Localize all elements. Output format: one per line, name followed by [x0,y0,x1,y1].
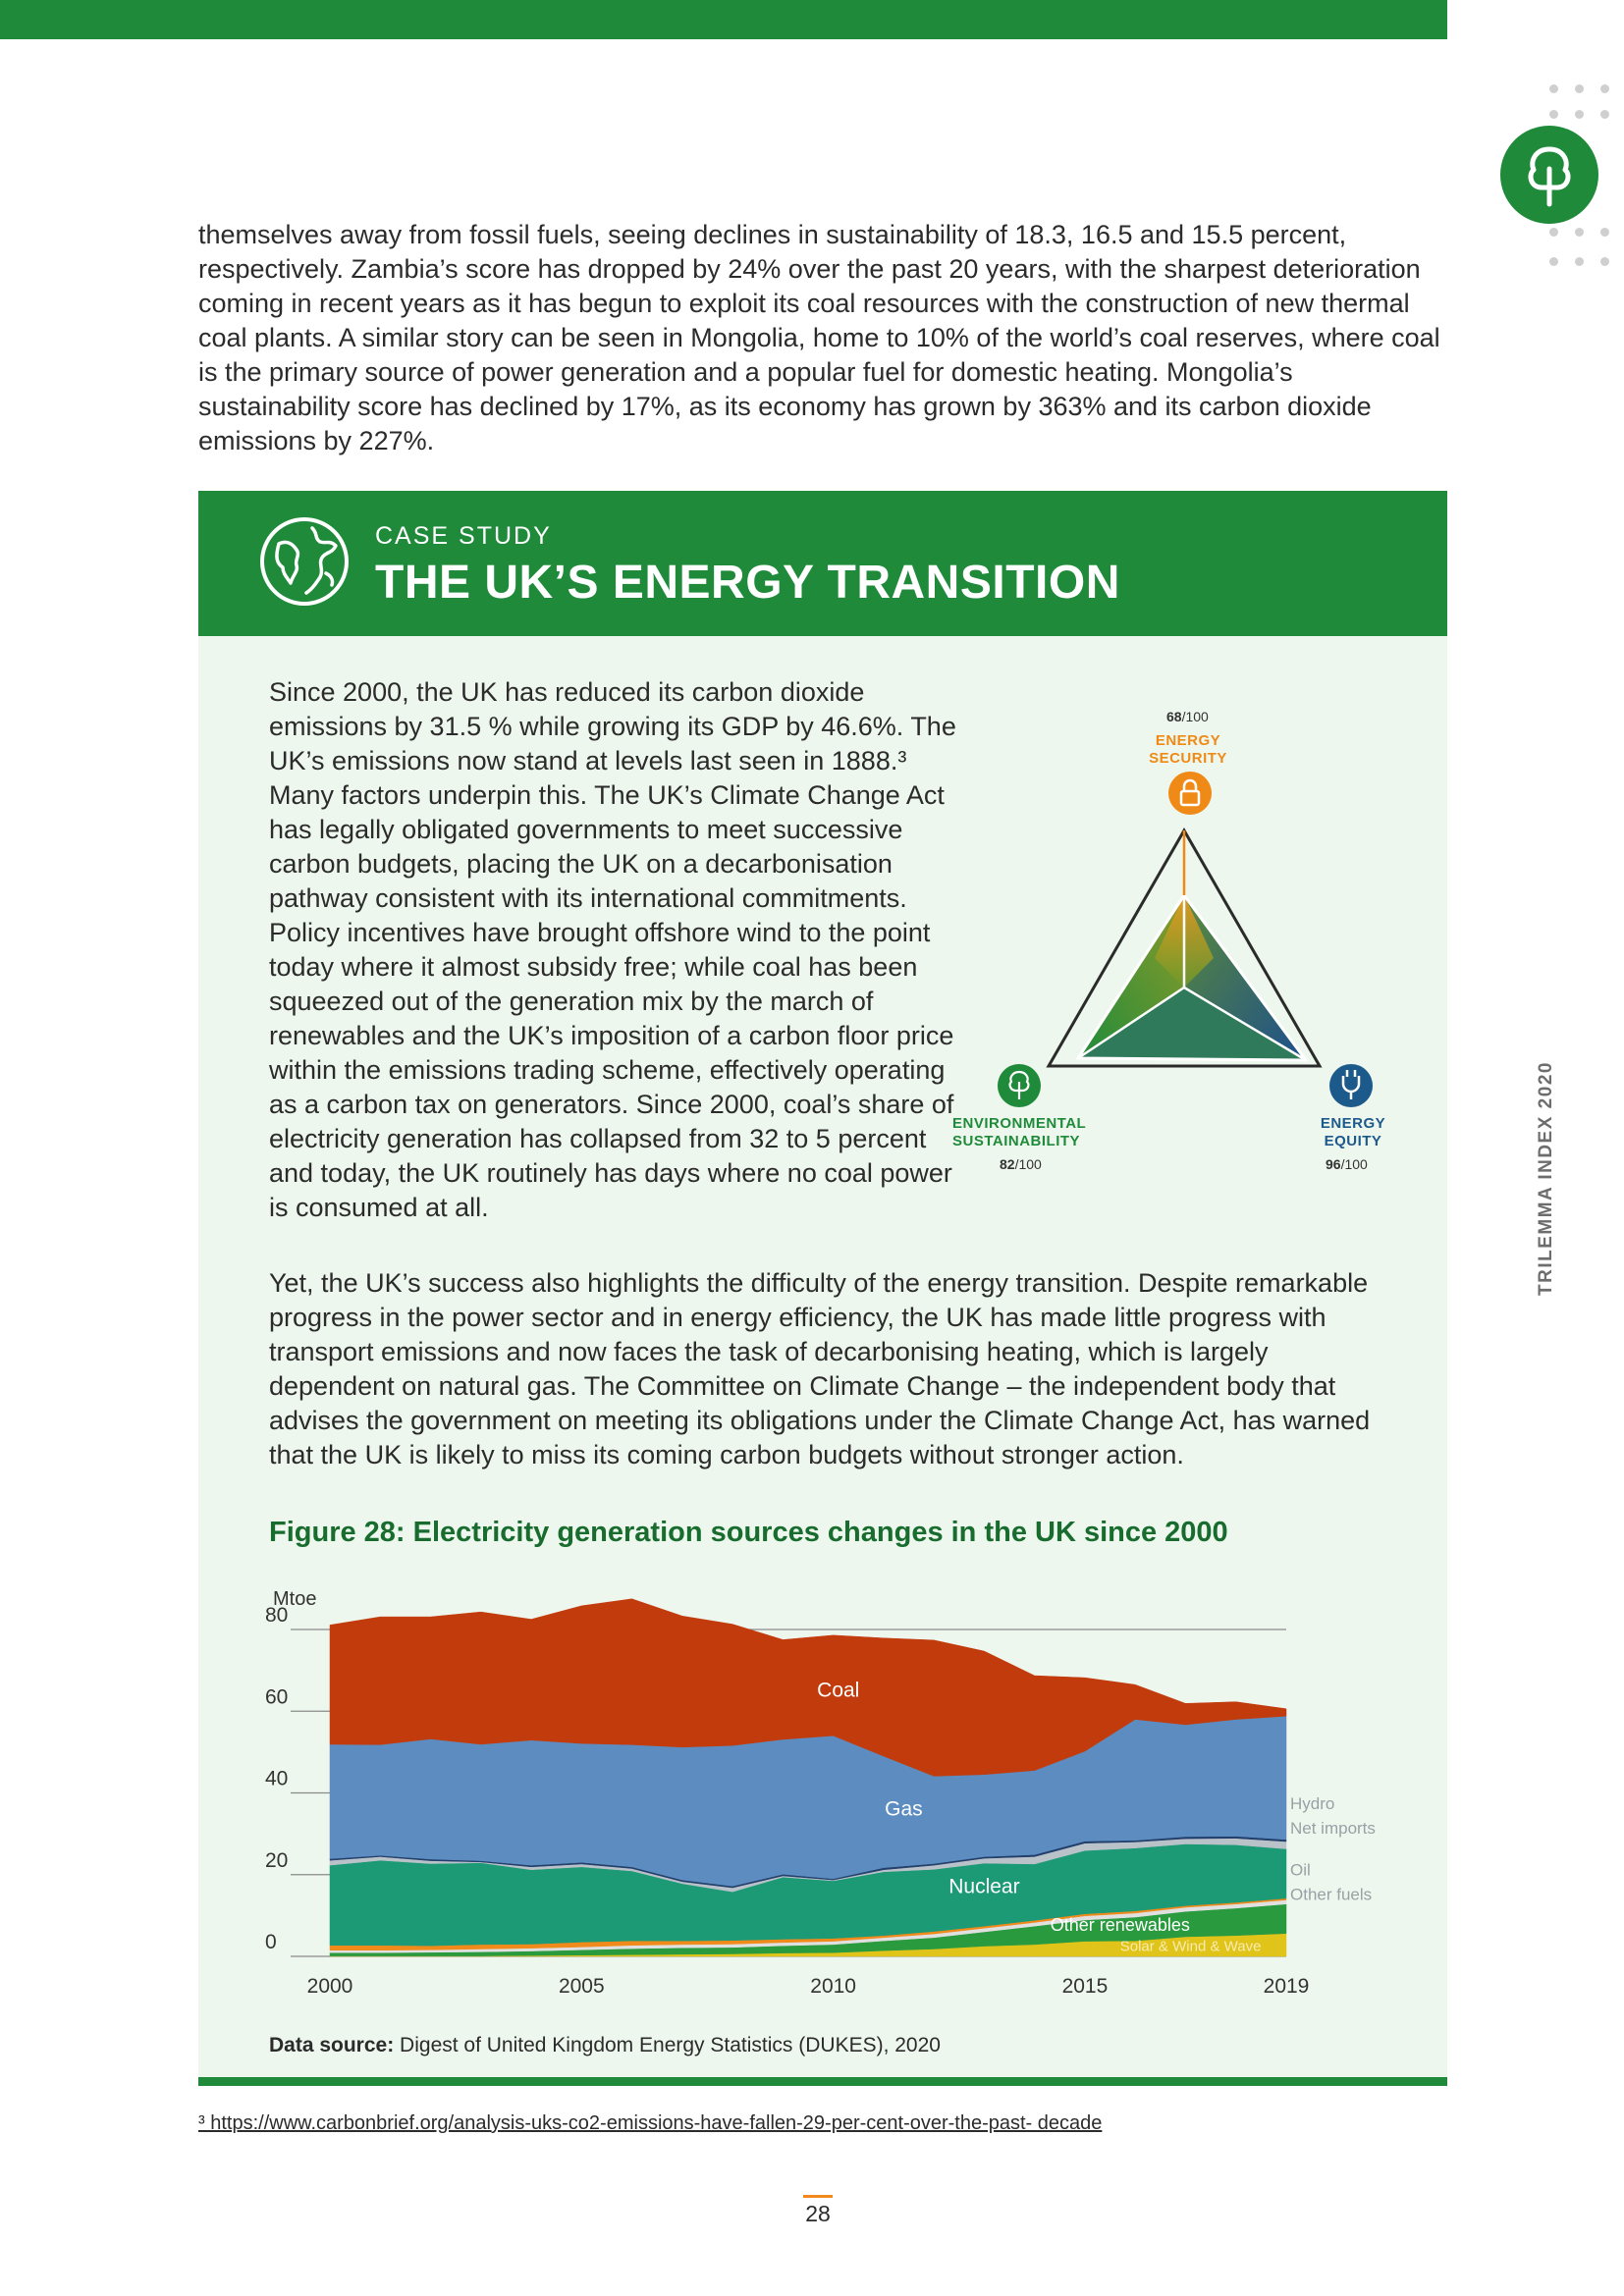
case-study-body-1: Since 2000, the UK has reduced its carbon dioxide emissions by 31.5 % while growing its GDP by 46.6%. The UK’s emissions now stand at levels last seen in 1888.³ Many factors underpin this. The UK’s Climate Change Act has legally obligated governments to meet successive carbon budgets, placing the UK on a decarbonisation pathway consistent with its international commitments. Policy incentives have brought offshore wind to the point today where it almost subsidy free; while coal has been squeezed out of the generation mix by the march of renewables and the UK’s imposition of a carbon floor price within the emissions trading scheme, effectively operating as a carbon tax on generators. Since 2000, coal’s share of electricity generation has collapsed from 32 to 5 percent and today, the UK routinely has days where no coal power is consumed at all. [269,677,956,1222]
label-hydro: Hydro [1290,1794,1335,1814]
trilemma-diagram [943,703,1404,1184]
x-tick-label: 2019 [1263,1975,1310,1998]
sustainability-score: 82/100 [1000,1156,1042,1172]
label-other-renewables: Other renewables [1050,1914,1190,1935]
y-tick-label: 20 [265,1848,289,1872]
label-net-imports: Net imports [1290,1819,1376,1839]
y-tick-label: 40 [265,1767,289,1790]
y-tick-label: 60 [265,1685,289,1709]
page-number-accent [803,2195,833,2198]
equity-label: ENERGY EQUITY [1320,1115,1386,1149]
case-study-body-2: Yet, the UK’s success also highlights the difficulty of the energy transition. Despite remarkable progress in the power sector and in energy efficiency, the UK has made little progress with transport emissions and now faces the task of decarbonising heating, which is largely dependent on natural gas. The Committee on Climate Change – the independent body that advises the government on meeting its obligations under the Climate Change Act, has warned that the UK is likely to miss its coming carbon budgets without stronger action. [269,1268,1371,1469]
page-number: 28 [805,2201,831,2226]
sustainability-label: ENVIRONMENTAL SUSTAINABILITY [952,1115,1087,1149]
tree-logo-icon [1500,126,1598,224]
label-nuclear: Nuclear [948,1875,1020,1898]
panel-bottom-rule [198,2077,1447,2086]
label-gas: Gas [885,1797,923,1821]
case-study-kicker: CASE STUDY [375,522,552,550]
x-tick-label: 2010 [810,1975,856,1998]
label-other-fuels: Other fuels [1290,1885,1373,1904]
label-coal: Coal [817,1679,860,1702]
label-oil: Oil [1290,1860,1311,1880]
y-tick-label: 0 [265,1931,277,1953]
intro-paragraph: themselves away from fossil fuels, seeing declines in sustainability of 18.3, 16.5 and 15.5 percent, respectively. Zambia’s score has dropped by 24% over the past 20 years, with the sharpest deterioration coming in recent years as it has begun to exploit its coal resources with the construction of new thermal coal plants. A similar story can be seen in Mongolia, home to 10% of the world’s coal reserves, where coal is the primary source of power generation and a popular fuel for domestic heating. Mongolia’s sustainability score has declined by 17%, as its economy has grown by 363% and its carbon dioxide emissions by 227%. [198,220,1440,455]
case-study-title: THE UK’S ENERGY TRANSITION [375,557,1120,609]
area-chart [265,1575,1404,1998]
globe-icon [257,514,352,614]
x-tick-label: 2015 [1061,1975,1109,1998]
top-color-bar [0,0,1447,39]
security-score: 68/100 [1166,709,1209,724]
y-tick-label: 80 [265,1604,289,1627]
security-label: ENERGY SECURITY [1149,732,1227,767]
equity-score: 96/100 [1326,1156,1368,1172]
data-source: Data source: Digest of United Kingdom Energy Statistics (DUKES), 2020 [269,2034,941,2056]
footnote-link[interactable]: ³ https://www.carbonbrief.org/analysis-uks-co2-emissions-have-fallen-29-per-cent-over-the-past- decade [198,2112,1103,2134]
figure-title: Figure 28: Electricity generation sources changes in the UK since 2000 [269,1517,1228,1548]
x-tick-label: 2000 [306,1975,353,1998]
y-axis-label: Mtoe [273,1588,317,1610]
side-running-title: TRILEMMA INDEX 2020 [1536,1061,1556,1296]
label-solar-wind-wave: Solar & Wind & Wave [1119,1938,1262,1955]
plug-icon [1329,1064,1373,1107]
stacked-areas [330,1599,1286,1956]
lock-icon [1168,772,1212,815]
x-tick-label: 2005 [558,1975,605,1998]
